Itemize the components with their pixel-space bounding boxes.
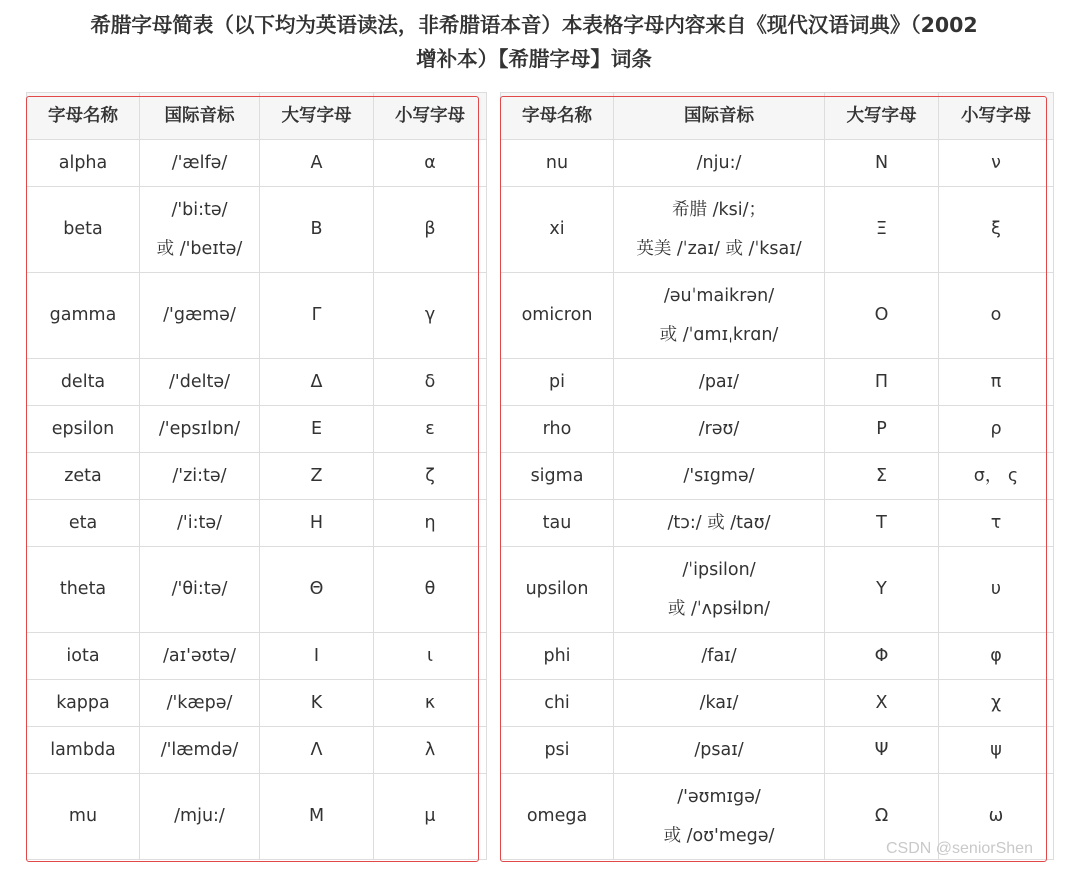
lowercase-cell: ρ (939, 406, 1054, 453)
letter-name-cell: alpha (27, 140, 140, 187)
letter-name-cell: omega (501, 774, 614, 860)
uppercase-cell: Β (260, 187, 374, 273)
lowercase-cell: σ， ς (939, 453, 1054, 500)
letter-name-cell: nu (501, 140, 614, 187)
lowercase-cell: δ (374, 359, 487, 406)
ipa-cell: /'epsɪlɒn/ (140, 406, 260, 453)
lowercase-cell: κ (374, 680, 487, 727)
lowercase-cell: ψ (939, 727, 1054, 774)
uppercase-cell: Ο (825, 273, 939, 359)
letter-name-cell: chi (501, 680, 614, 727)
ipa-cell: /'ælfə/ (140, 140, 260, 187)
watermark: CSDN @seniorShen (886, 840, 1033, 857)
header-ipa: 国际音标 (614, 93, 825, 140)
uppercase-cell: Κ (260, 680, 374, 727)
table-row (27, 727, 1054, 774)
uppercase-cell: Λ (260, 727, 374, 774)
ipa-cell: /faɪ/ (614, 633, 825, 680)
lowercase-cell: ω (939, 774, 1054, 860)
uppercase-cell: Δ (260, 359, 374, 406)
column-gap (487, 547, 501, 633)
uppercase-cell: Ε (260, 406, 374, 453)
ipa-cell: /'i:tə/ (140, 500, 260, 547)
page-title: 希腊字母简表（以下均为英语读法，非希腊语本音）本表格字母内容来自《现代汉语词典》（2002 增补本）【希腊字母】词条 (90, 13, 978, 71)
uppercase-cell: Υ (825, 547, 939, 633)
ipa-cell: /kaɪ/ (614, 680, 825, 727)
table-row (27, 187, 1054, 273)
column-gap (487, 774, 501, 860)
uppercase-cell: Μ (260, 774, 374, 860)
uppercase-cell: Σ (825, 453, 939, 500)
lowercase-cell: ζ (374, 453, 487, 500)
column-gap (487, 140, 501, 187)
uppercase-cell: Ι (260, 633, 374, 680)
table-header-row (27, 93, 1054, 140)
uppercase-cell: Τ (825, 500, 939, 547)
lowercase-cell: ο (939, 273, 1054, 359)
header-uppercase: 大写字母 (825, 93, 939, 140)
uppercase-cell: Ψ (825, 727, 939, 774)
lowercase-cell: λ (374, 727, 487, 774)
header-letter-name: 字母名称 (27, 93, 140, 140)
uppercase-cell: Η (260, 500, 374, 547)
ipa-cell: /nju:/ (614, 140, 825, 187)
ipa-cell: /əuˈmaikrən/ 或 /ˈɑmɪˌkrɑn/ (614, 273, 825, 359)
letter-name-cell: epsilon (27, 406, 140, 453)
lowercase-cell: α (374, 140, 487, 187)
letter-name-cell: kappa (27, 680, 140, 727)
letter-name-cell: iota (27, 633, 140, 680)
lowercase-cell: γ (374, 273, 487, 359)
column-gap (487, 633, 501, 680)
ipa-cell: 希腊 /ksi/； 英美 /ˈzaɪ/ 或 /ˈksaɪ/ (614, 187, 825, 273)
table-row (27, 500, 1054, 547)
letter-name-cell: sigma (501, 453, 614, 500)
header-ipa: 国际音标 (140, 93, 260, 140)
column-gap (487, 453, 501, 500)
ipa-cell: /'læmdə/ (140, 727, 260, 774)
lowercase-cell: τ (939, 500, 1054, 547)
ipa-cell: /rəʊ/ (614, 406, 825, 453)
lowercase-cell: ε (374, 406, 487, 453)
table-row (27, 406, 1054, 453)
lowercase-cell: β (374, 187, 487, 273)
ipa-cell: /tɔ:/ 或 /taʊ/ (614, 500, 825, 547)
uppercase-cell: Θ (260, 547, 374, 633)
ipa-cell: /psaɪ/ (614, 727, 825, 774)
ipa-cell: /aɪ'əʊtə/ (140, 633, 260, 680)
ipa-cell: /'əʊmɪgə/ 或 /oʊ'megə/ (614, 774, 825, 860)
letter-name-cell: omicron (501, 273, 614, 359)
letter-name-cell: delta (27, 359, 140, 406)
uppercase-cell: Φ (825, 633, 939, 680)
uppercase-cell: Ρ (825, 406, 939, 453)
uppercase-cell: Π (825, 359, 939, 406)
letter-name-cell: mu (27, 774, 140, 860)
ipa-cell: /'bi:tə/ 或 /'beɪtə/ (140, 187, 260, 273)
uppercase-cell: Ω (825, 774, 939, 860)
letter-name-cell: beta (27, 187, 140, 273)
letter-name-cell: psi (501, 727, 614, 774)
uppercase-cell: Ν (825, 140, 939, 187)
column-gap (487, 680, 501, 727)
column-gap (487, 359, 501, 406)
uppercase-cell: Α (260, 140, 374, 187)
uppercase-cell: Χ (825, 680, 939, 727)
letter-name-cell: theta (27, 547, 140, 633)
lowercase-cell: ξ (939, 187, 1054, 273)
table-row (27, 633, 1054, 680)
table-row (27, 140, 1054, 187)
letter-name-cell: gamma (27, 273, 140, 359)
ipa-cell: /'sɪgmə/ (614, 453, 825, 500)
uppercase-cell: Ξ (825, 187, 939, 273)
table-row (27, 547, 1054, 633)
ipa-cell: /'θi:tə/ (140, 547, 260, 633)
header-uppercase: 大写字母 (260, 93, 374, 140)
lowercase-cell: μ (374, 774, 487, 860)
lowercase-cell: χ (939, 680, 1054, 727)
column-gap (487, 727, 501, 774)
column-gap (487, 187, 501, 273)
column-gap (487, 93, 501, 140)
uppercase-cell: Γ (260, 273, 374, 359)
letter-name-cell: phi (501, 633, 614, 680)
column-gap (487, 406, 501, 453)
letter-name-cell: rho (501, 406, 614, 453)
lowercase-cell: θ (374, 547, 487, 633)
letter-name-cell: lambda (27, 727, 140, 774)
header-letter-name: 字母名称 (501, 93, 614, 140)
lowercase-cell: ν (939, 140, 1054, 187)
ipa-cell: /ˈipsilon/ 或 /ˈʌpsɨlɒn/ (614, 547, 825, 633)
column-gap (487, 273, 501, 359)
header-lowercase: 小写字母 (939, 93, 1054, 140)
lowercase-cell: φ (939, 633, 1054, 680)
header-lowercase: 小写字母 (374, 93, 487, 140)
lowercase-cell: π (939, 359, 1054, 406)
table-row (27, 359, 1054, 406)
ipa-cell: /'deltə/ (140, 359, 260, 406)
ipa-cell: /'gæmə/ (140, 273, 260, 359)
ipa-cell: /'zi:tə/ (140, 453, 260, 500)
table-row (27, 273, 1054, 359)
letter-name-cell: eta (27, 500, 140, 547)
column-gap (487, 500, 501, 547)
letter-name-cell: xi (501, 187, 614, 273)
ipa-cell: /'kæpə/ (140, 680, 260, 727)
table-row (27, 453, 1054, 500)
lowercase-cell: ι (374, 633, 487, 680)
lowercase-cell: η (374, 500, 487, 547)
letter-name-cell: pi (501, 359, 614, 406)
ipa-cell: /paɪ/ (614, 359, 825, 406)
letter-name-cell: tau (501, 500, 614, 547)
ipa-cell: /mju:/ (140, 774, 260, 860)
letter-name-cell: upsilon (501, 547, 614, 633)
lowercase-cell: υ (939, 547, 1054, 633)
letter-name-cell: zeta (27, 453, 140, 500)
uppercase-cell: Ζ (260, 453, 374, 500)
table-row (27, 680, 1054, 727)
greek-alphabet-table (26, 92, 1054, 860)
